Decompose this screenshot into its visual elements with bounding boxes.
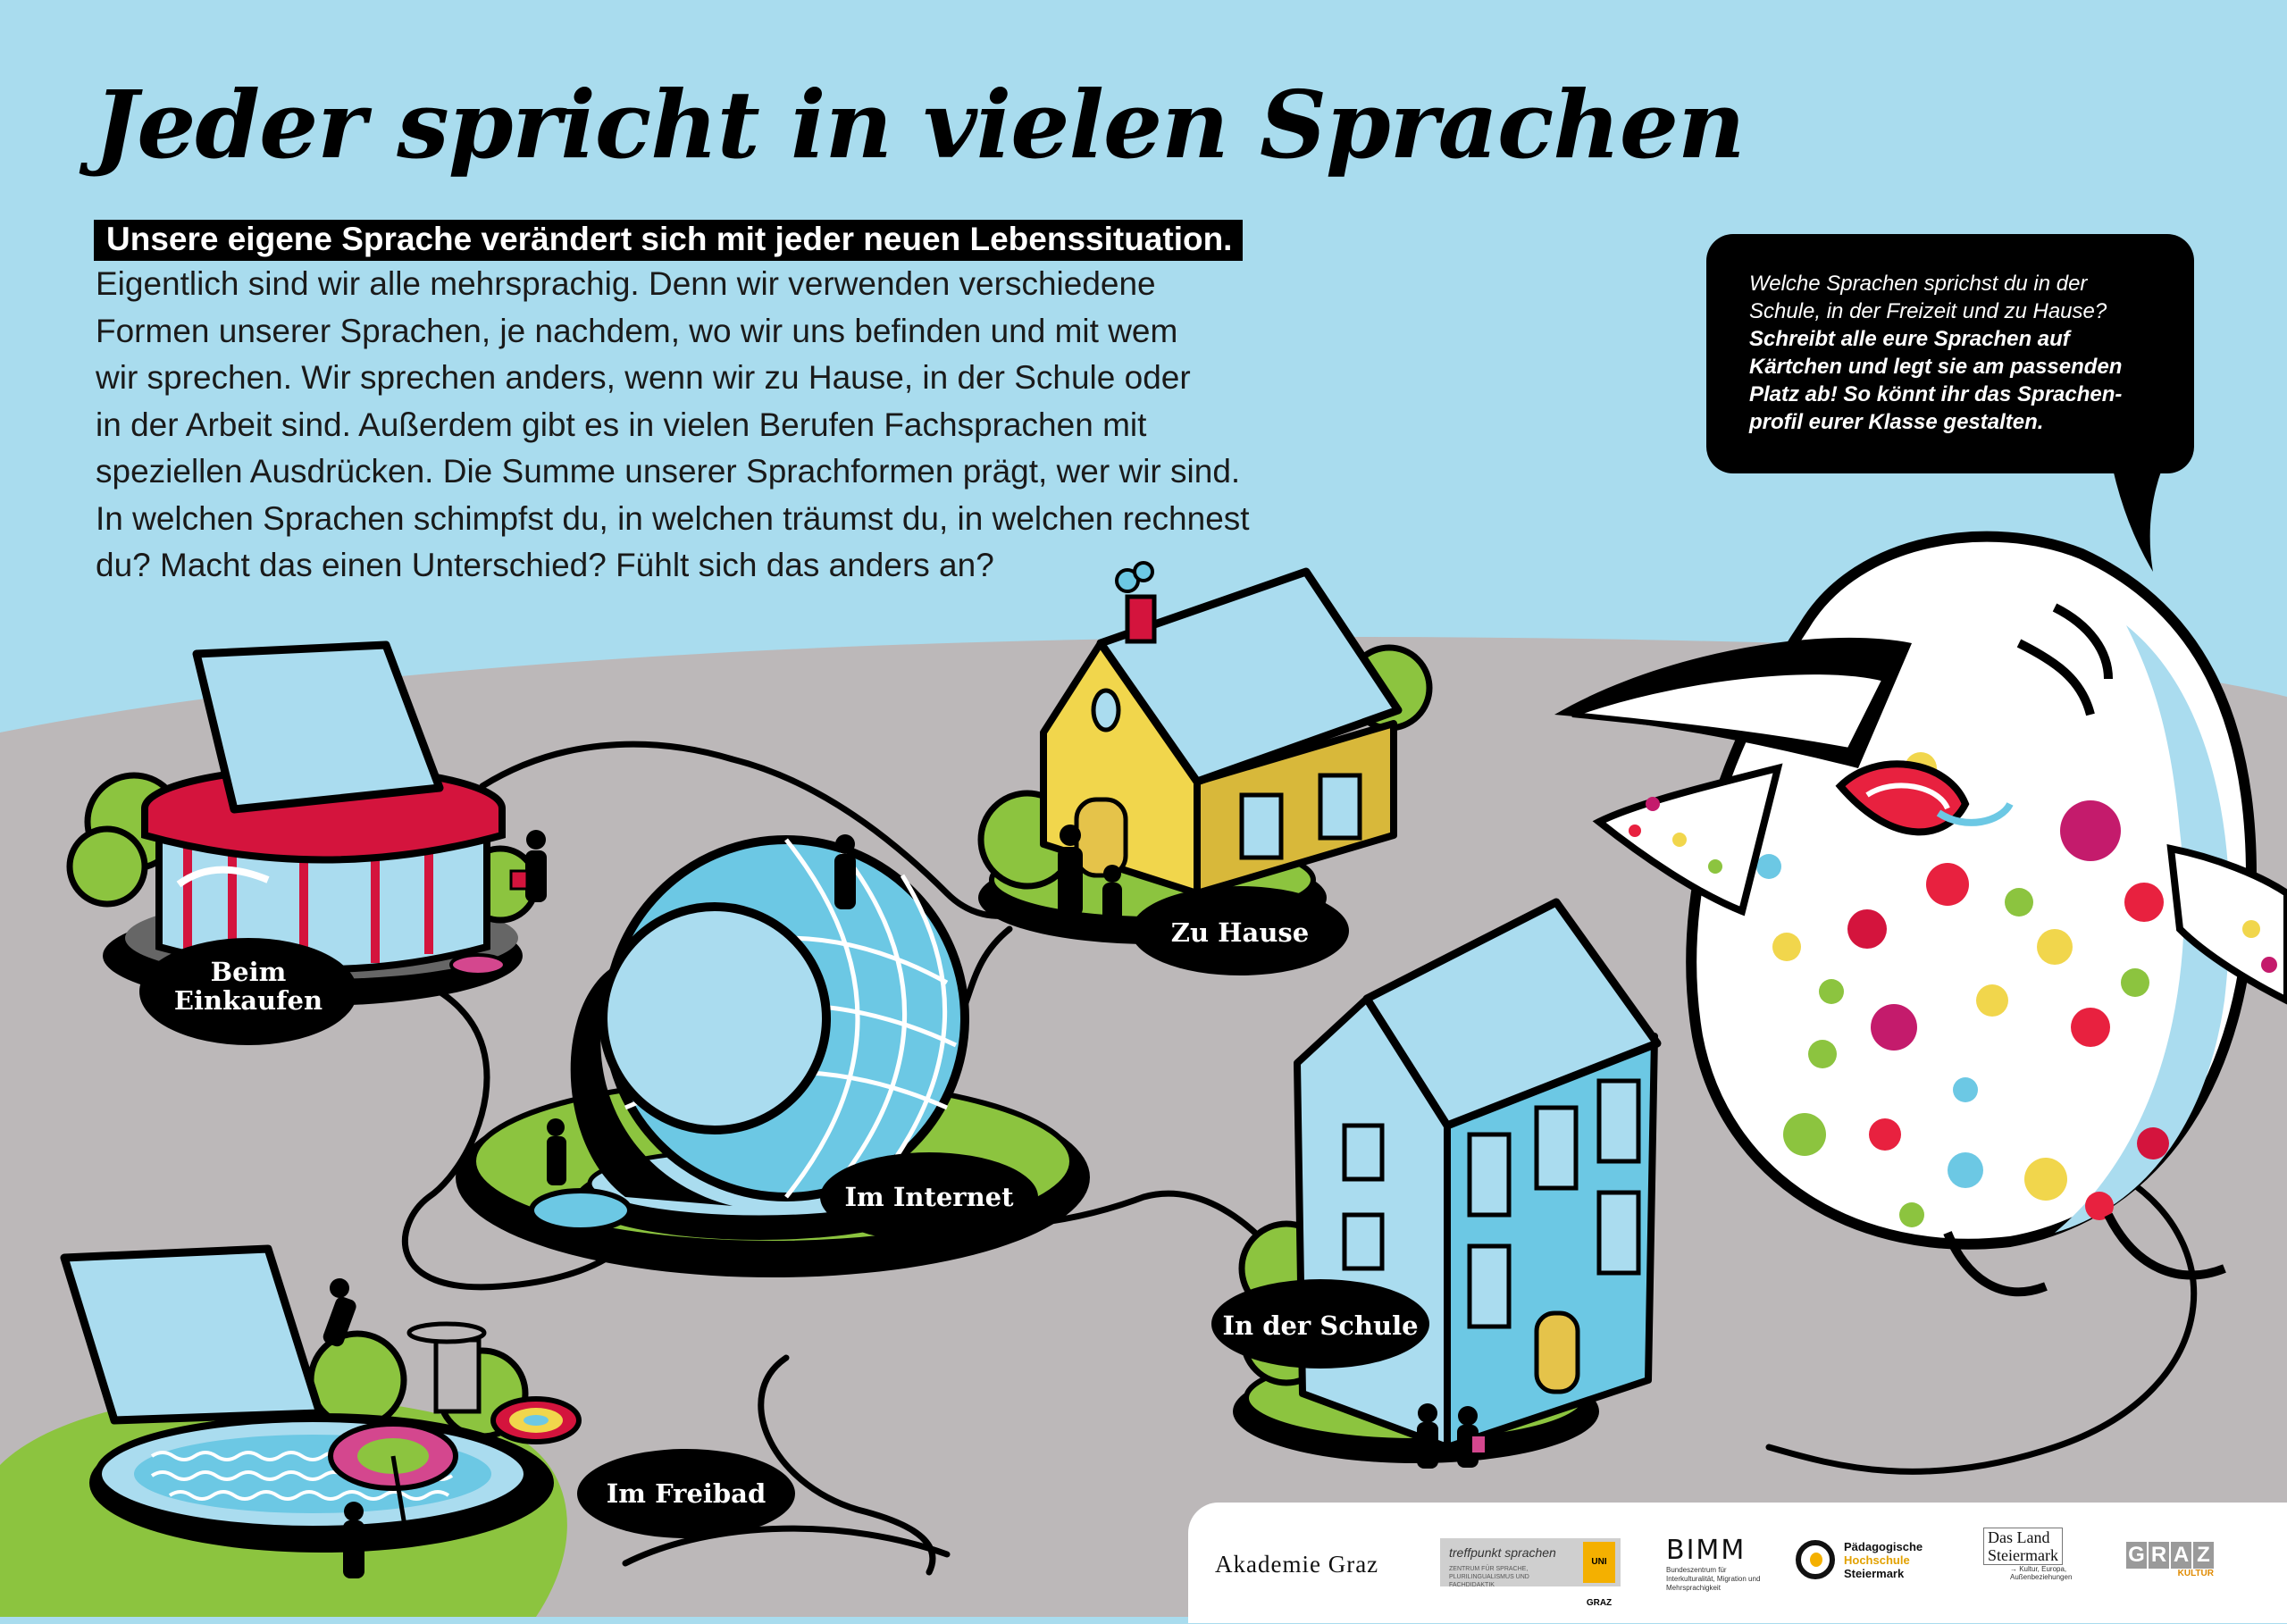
logo-bimm [1666, 1535, 1764, 1593]
page-title: Jeder spricht in vielen Sprachen [94, 70, 1745, 180]
intro-paragraph [96, 261, 1436, 590]
intro-line: speziellen Ausdrücken. Die Summe unserer Sprachformen prägt, wer wir sind. [96, 453, 1241, 490]
sponsor-logo-bar [1188, 1503, 2287, 1623]
graz-kultur-label: KULTUR [2177, 1569, 2214, 1578]
intro-line: In welchen Sprachen schimpfst du, in welchen träumst du, in welchen rechnest [96, 499, 1250, 537]
land-line2: Steiermark [1988, 1546, 2058, 1564]
uni-graz-badge: UNI GRAZ [1583, 1542, 1615, 1583]
bubble-instruction-line: profil eurer Klasse gestalten. [1749, 410, 2044, 434]
phst-line1: Pädagogische [1844, 1540, 1923, 1553]
speech-bubble [1706, 234, 2194, 473]
logo-graz-kultur [2126, 1542, 2214, 1578]
label-school: In der Schule [1222, 1310, 1419, 1341]
graz-letter: R [2149, 1542, 2169, 1569]
label-shopping-line1: Beim [210, 957, 287, 987]
bubble-question-line: Welche Sprachen sprichst du in der [1749, 272, 2088, 296]
phst-text [1844, 1540, 1923, 1580]
bimm-subtitle: Bundeszentrum für Interkulturalität, Migration und Mehrsprachigkeit [1666, 1566, 1761, 1592]
phst-line2: Hochschule [1844, 1553, 1910, 1567]
logo-akademie-graz: Akademie Graz [1215, 1551, 1379, 1578]
label-pool: Im Freibad [606, 1478, 767, 1509]
graz-letter: A [2171, 1542, 2191, 1569]
logo-treffpunkt-sprachen [1440, 1538, 1621, 1608]
label-internet: Im Internet [844, 1182, 1014, 1212]
label-shopping-line2: Einkaufen [173, 985, 323, 1016]
bubble-instruction-line: Kärtchen und legt sie am passenden [1749, 355, 2123, 379]
phst-line3: Steiermark [1844, 1567, 1905, 1580]
bubble-instruction-line: Platz ab! So könnt ihr das Sprachen- [1749, 382, 2123, 406]
treffpunkt-name: treffpunkt sprachen [1449, 1545, 1556, 1560]
logo-paedagogische-hochschule [1796, 1538, 1956, 1588]
land-text [1983, 1528, 2063, 1565]
graz-letter: Z [2193, 1542, 2214, 1569]
intro-line: Formen unserer Sprachen, je nachdem, wo wir uns befinden und mit wem [96, 312, 1178, 349]
bubble-instruction-line: Schreibt alle eure Sprachen auf [1749, 327, 2070, 351]
intro-line: Eigentlich sind wir alle mehrsprachig. Denn wir verwenden verschiedene [96, 265, 1156, 302]
land-line1: Das Land [1988, 1528, 2050, 1546]
treffpunkt-subtitle: ZENTRUM FÜR SPRACHE, PLURILINGUALISMUS UND FACHDIDAKTIK [1449, 1566, 1529, 1588]
bimm-name: BIMM [1666, 1535, 1747, 1566]
graz-letter: G [2126, 1542, 2147, 1569]
intro-line: du? Macht das einen Unterschied? Fühlt sich das anders an? [96, 547, 994, 583]
graz-letters [2126, 1542, 2214, 1569]
intro-line: wir sprechen. Wir sprechen anders, wenn wir zu Hause, in der Schule oder [96, 359, 1191, 396]
subtitle-banner: Unsere eigene Sprache verändert sich mit jeder neuen Lebenssituation. [94, 220, 1243, 261]
label-home: Zu Hause [1170, 917, 1310, 948]
intro-line: in der Arbeit sind. Außerdem gibt es in vielen Berufen Fachsprachen mit [96, 406, 1147, 443]
land-subtitle: → Kultur, Europa, Außenbeziehungen [2010, 1565, 2073, 1581]
phst-p-icon [1796, 1540, 1835, 1579]
bubble-question-line: Schule, in der Freizeit und zu Hause? [1749, 299, 2107, 323]
logo-land-steiermark [1983, 1528, 2083, 1581]
